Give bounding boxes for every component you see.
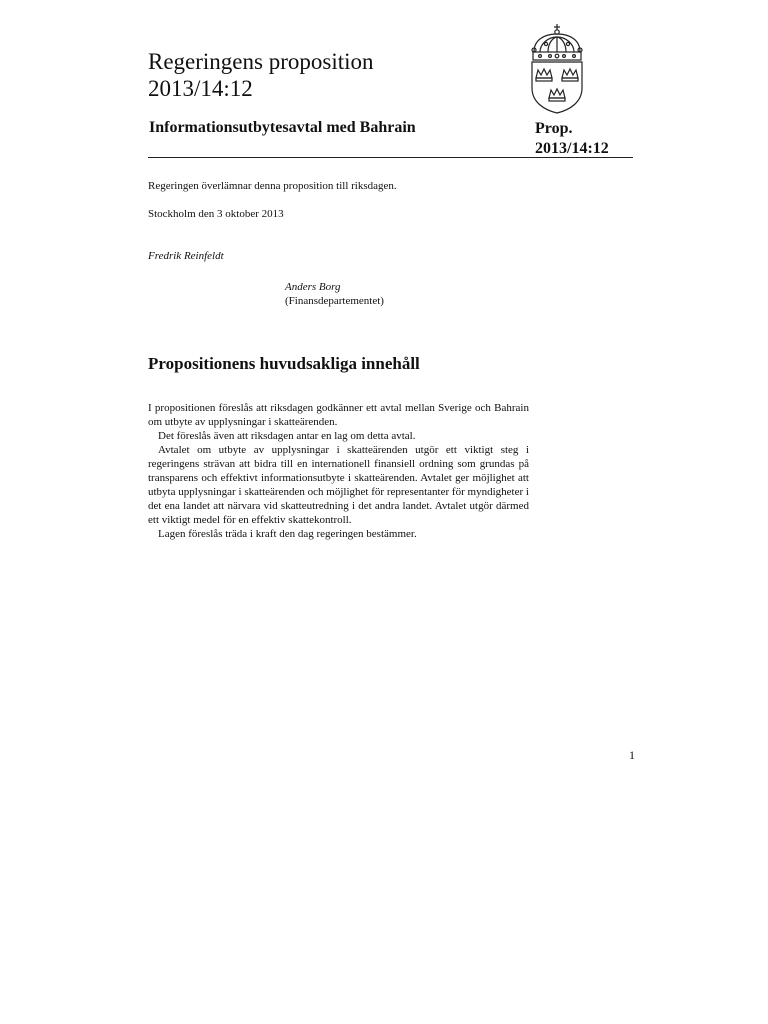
document-title-line2: 2013/14:12 (148, 76, 253, 101)
minister-department: (Finansdepartementet) (285, 295, 384, 307)
signature-minister (285, 280, 384, 308)
header-divider (148, 157, 633, 158)
page-number: 1 (629, 748, 635, 762)
summary-paragraph: Lagen föreslås träda i kraft den dag regeringen bestämmer. (158, 528, 417, 540)
summary-paragraph: Avtalet om utbyte av upplysningar i skatteärenden utgör ett viktigt steg i regeringens strävan att bidra till en internationell finansiell ordning som grundas på transparens och effektivt informationsutbyte i skatteärenden. Avtalet ger möjlighet att utbyta upplysningar i skatteärenden och möjlighet för representanter för myndigheter i det ena landet att närvara vid skatteutredning i det andra landet. Avtalet utgör därmed ett viktigt medel för en effektiv skattekontroll. (148, 444, 529, 526)
document-subject: Informationsutbytesavtal med Bahrain (149, 119, 416, 136)
proposition-number (535, 119, 609, 159)
minister-name: Anders Borg (285, 281, 341, 293)
swedish-coat-of-arms-icon (526, 22, 588, 114)
summary-paragraph: Det föreslås även att riksdagen antar en lag om detta avtal. (158, 430, 416, 442)
summary-paragraph: I propositionen föreslås att riksdagen godkänner ett avtal mellan Sverige och Bahrain om utbyte av upplysningar i skatteärenden. (148, 402, 529, 428)
signature-prime-minister: Fredrik Reinfeldt (148, 250, 224, 262)
proposition-label: Prop. (535, 120, 573, 137)
section-heading: Propositionens huvudsakliga innehåll (148, 354, 420, 373)
place-and-date: Stockholm den 3 oktober 2013 (148, 208, 284, 220)
summary-body (148, 401, 529, 541)
proposition-id: 2013/14:12 (535, 140, 609, 157)
document-title (148, 48, 508, 102)
intro-statement: Regeringen överlämnar denna proposition till riksdagen. (148, 180, 397, 192)
document-title-line1: Regeringens proposition (148, 49, 374, 74)
